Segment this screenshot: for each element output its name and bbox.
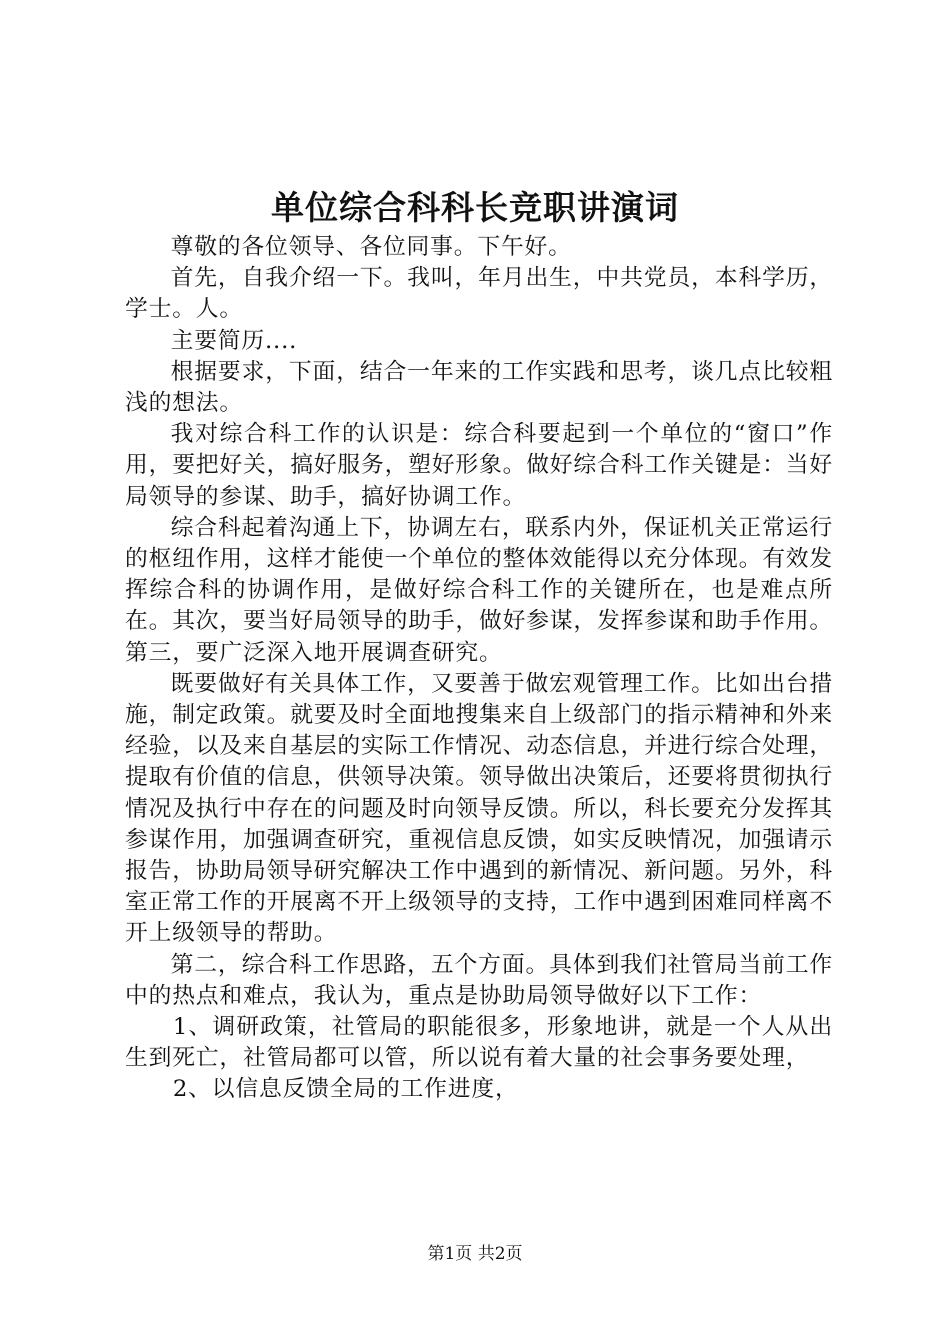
paragraph-greeting: 尊敬的各位领导、各位同事。下午好。 [170,234,572,260]
list-item-research-policy: 1、调研政策，社管局的职能很多，形象地讲，就是一个人从出生到死亡，社管局都可以管，所以说有着大量的社会事务要处理， [125,1014,833,1072]
paragraph-resume: 主要简历.... [170,327,298,354]
paragraph-management: 既要做好有关具体工作，又要善于做宏观管理工作。比如出台措施，制定政策。就要及时全面地搜集来自上级部门的指示精神和外来经验，以及来自基层的实际工作情况、动态信息，并进行综合处理，提取有价值的信息，供领导决策。领导做出决策后，还要将贯彻执行情况及执行中存在的问题及时向领导反馈。所以，科长要充分发挥其参谋作用，加强调查研究，重视信息反馈，如实反映情况，加强请示报告，协助局领导研究解决工作中遇到的新情况、新问题。另外，科室正常工作的开展离不开上级领导的支持，工作中遇到困难同样离不开上级领导的帮助。 [125,670,833,947]
list-item-feedback: 2、以信息反馈全局的工作进度， [172,1076,519,1103]
paragraph-coordination: 综合科起着沟通上下，协调左右，联系内外，保证机关正常运行的枢纽作用，这样才能使一个单位的整体效能得以充分体现。有效发挥综合科的协调作用，是做好综合科工作的关键所在，也是难点所在。其次，要当好局领导的助手，做好参谋，发挥参谋和助手作用。第三，要广泛深入地开展调查研究。 [125,514,833,666]
paragraph-intro-thoughts: 根据要求，下面，结合一年来的工作实践和思考，谈几点比较粗浅的想法。 [125,358,833,417]
page-number-footer: 第1页 共2页 [427,1244,523,1264]
document-title: 单位综合科科长竞职讲演词 [271,188,679,227]
paragraph-self-introduction: 首先，自我介绍一下。我叫，年月出生，中共党员，本科学历，学士。人。 [125,265,833,323]
document-body [125,232,833,1106]
paragraph-understanding: 我对综合科工作的认识是：综合科要起到一个单位的“窗口”作用，要把好关，搞好服务，塑好形象。做好综合科工作关键是：当好局领导的参谋、助手，搞好协调工作。 [125,421,833,510]
paragraph-work-approach: 第二，综合科工作思路，五个方面。具体到我们社管局当前工作中的热点和难点，我认为，重点是协助局领导做好以下工作： [125,951,833,1009]
